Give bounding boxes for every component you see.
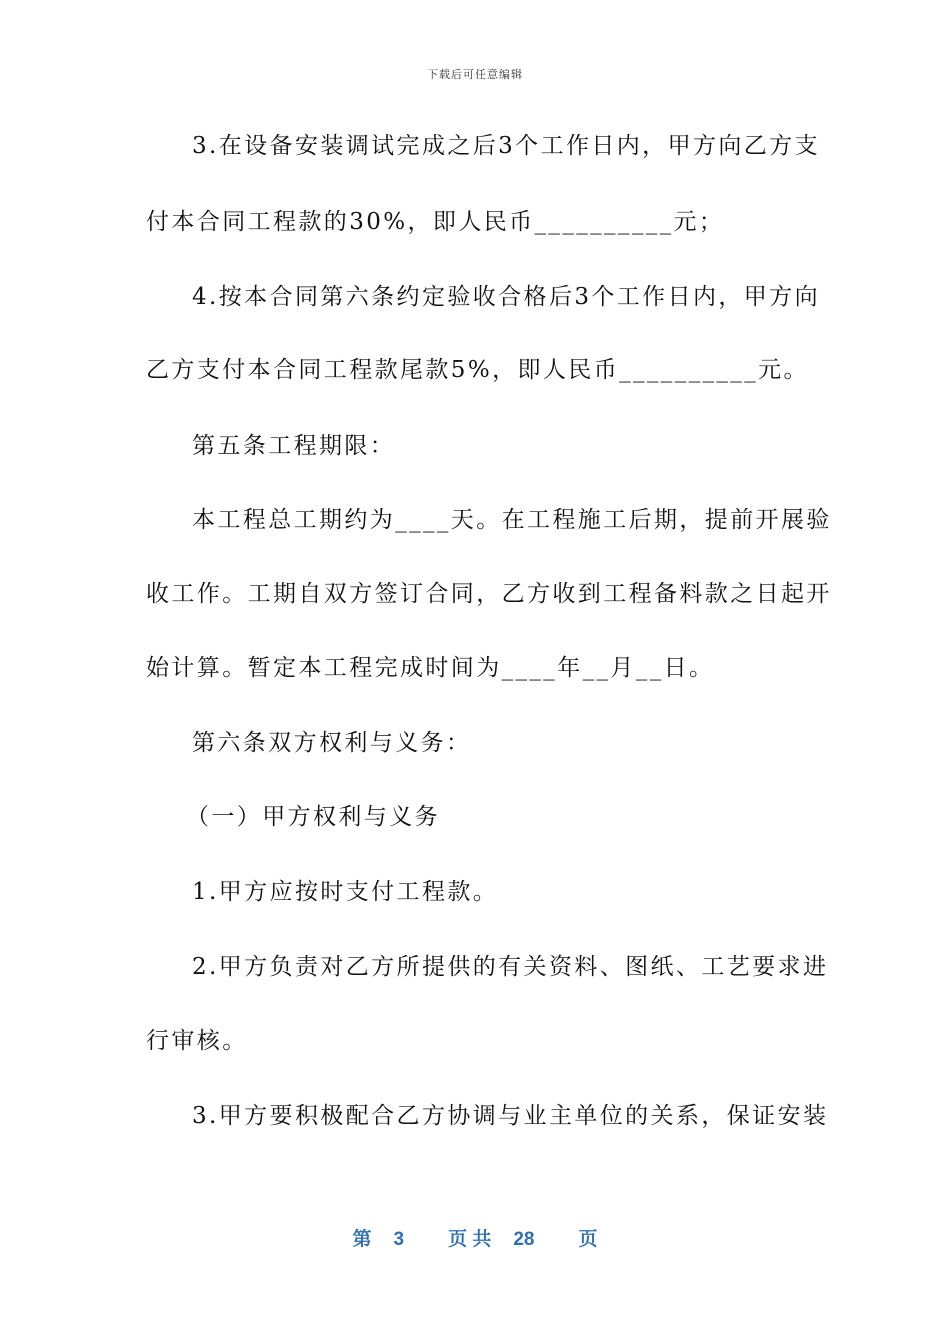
page-middle-text: 页 共 — [448, 1229, 492, 1250]
page-total-number: 28 — [513, 1229, 535, 1250]
subsection-heading: （一）甲方权利与义务 — [186, 804, 440, 830]
paragraph-line: 3.在设备安装调试完成之后3个工作日内，甲方向乙方支 — [192, 133, 820, 159]
paragraph-line: 1.甲方应按时支付工程款。 — [192, 879, 499, 905]
header-note: 下载后可任意编辑 — [427, 68, 523, 81]
page-prefix: 第 — [352, 1229, 372, 1250]
page-current-number: 3 — [393, 1229, 405, 1250]
page-suffix: 页 — [578, 1229, 598, 1250]
paragraph-line: 2.甲方负责对乙方所提供的有关资料、图纸、工艺要求进 — [192, 954, 829, 980]
paragraph-line: 4.按本合同第六条约定验收合格后3个工作日内，甲方向 — [192, 284, 820, 310]
paragraph-line: 3.甲方要积极配合乙方协调与业主单位的关系，保证安装 — [192, 1103, 829, 1129]
section-heading: 第五条工程期限： — [192, 433, 396, 459]
paragraph-line: 付本合同工程款的30%，即人民币__________元； — [146, 209, 725, 235]
paragraph-line: 始计算。暂定本工程完成时间为____年__月__日。 — [146, 655, 715, 681]
section-heading: 第六条双方权利与义务： — [192, 730, 472, 756]
paragraph-line: 本工程总工期约为____天。在工程施工后期，提前开展验 — [192, 507, 832, 533]
paragraph-line: 行审核。 — [146, 1028, 248, 1054]
paragraph-line: 收工作。工期自双方签订合同，乙方收到工程备料款之日起开 — [146, 581, 832, 607]
paragraph-line: 乙方支付本合同工程款尾款5%，即人民币__________元。 — [146, 357, 809, 383]
page-footer — [0, 1224, 950, 1251]
